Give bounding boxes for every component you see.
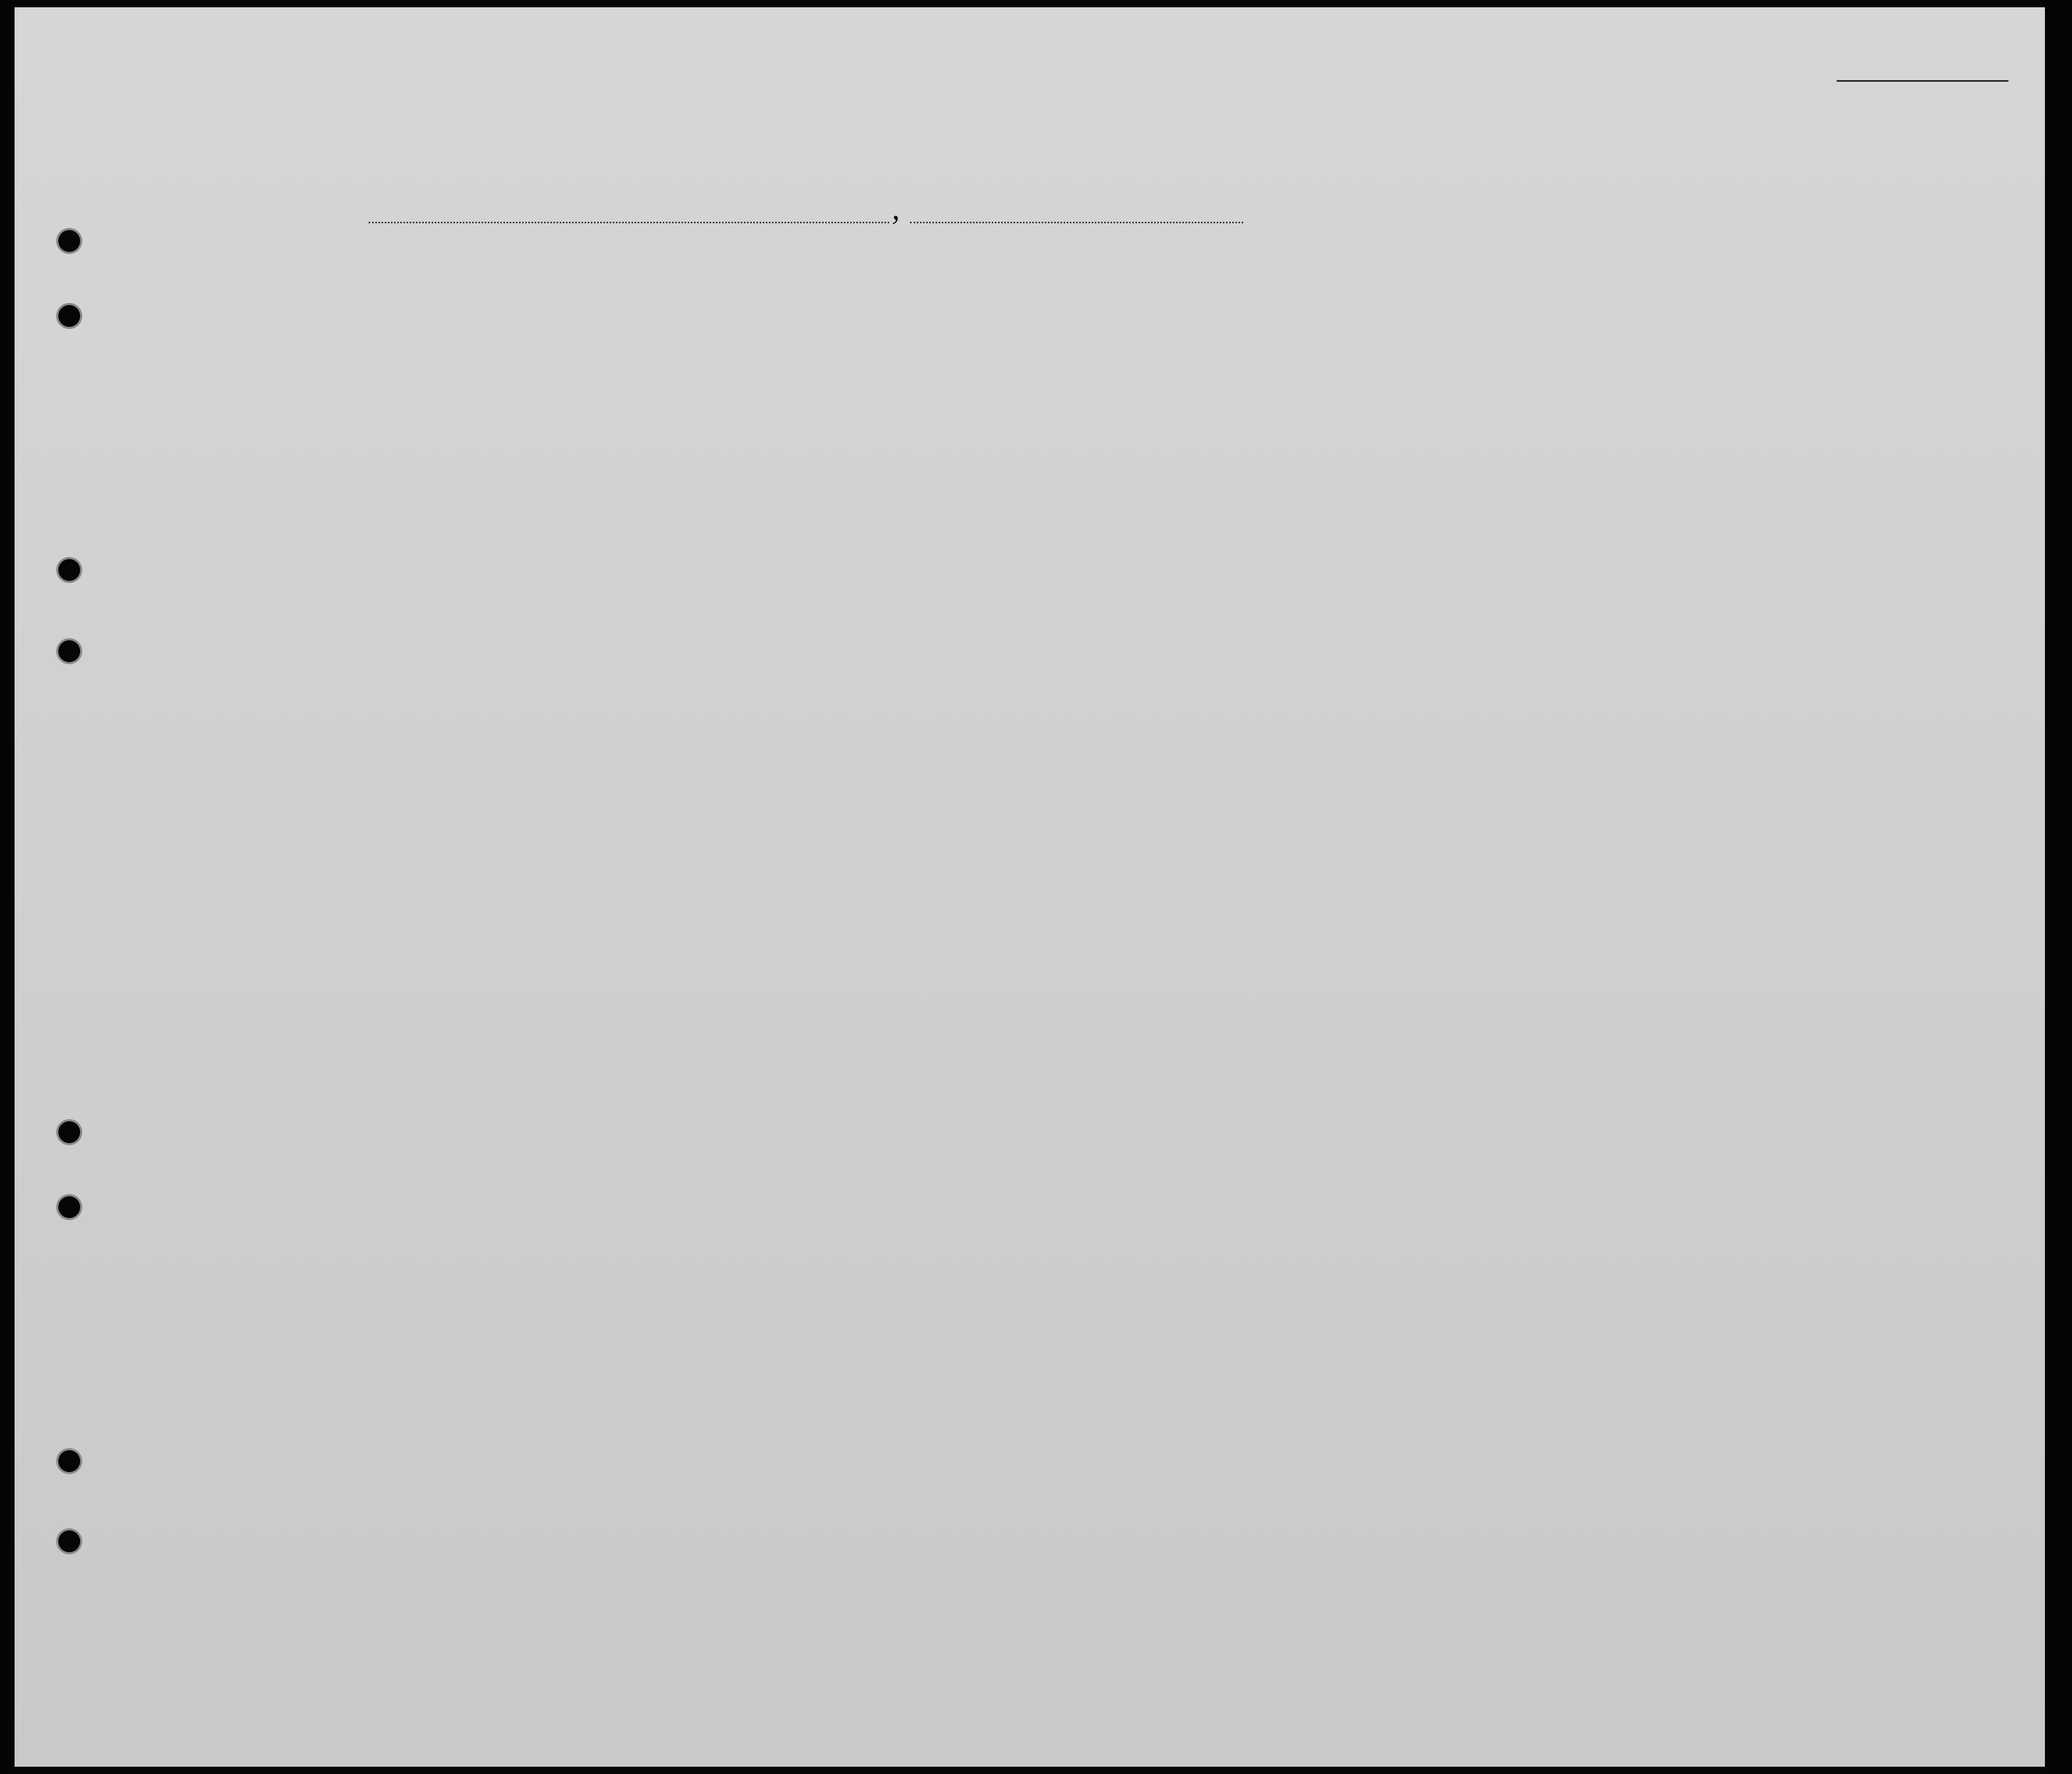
- header-33-inches: [1733, 335, 1753, 398]
- header-19: [603, 283, 624, 398]
- binder-hole: [58, 559, 80, 581]
- binder-hole: [58, 640, 80, 662]
- binder-hole: [58, 1196, 80, 1218]
- binder-hole: [58, 230, 80, 252]
- header-25: [1347, 288, 1386, 398]
- header-28: [1440, 288, 1497, 398]
- table-grid: [15, 7, 2045, 1767]
- header-21: [736, 283, 764, 398]
- binder-hole: [58, 305, 80, 327]
- binder-hole: [58, 1121, 80, 1143]
- header-24a: [1168, 293, 1215, 397]
- header-24c: [1290, 293, 1321, 397]
- header-26: [1389, 288, 1410, 398]
- header-30: [1548, 288, 1584, 398]
- binder-hole: [58, 1450, 80, 1472]
- binder-hole: [58, 1530, 80, 1552]
- header-29: [1501, 288, 1543, 398]
- header-24b: [1235, 293, 1267, 397]
- header-33-feet: [1705, 335, 1726, 398]
- header-27: [1414, 288, 1435, 398]
- comma-1: ,: [892, 191, 900, 226]
- manifest-sheet: [15, 7, 2045, 1767]
